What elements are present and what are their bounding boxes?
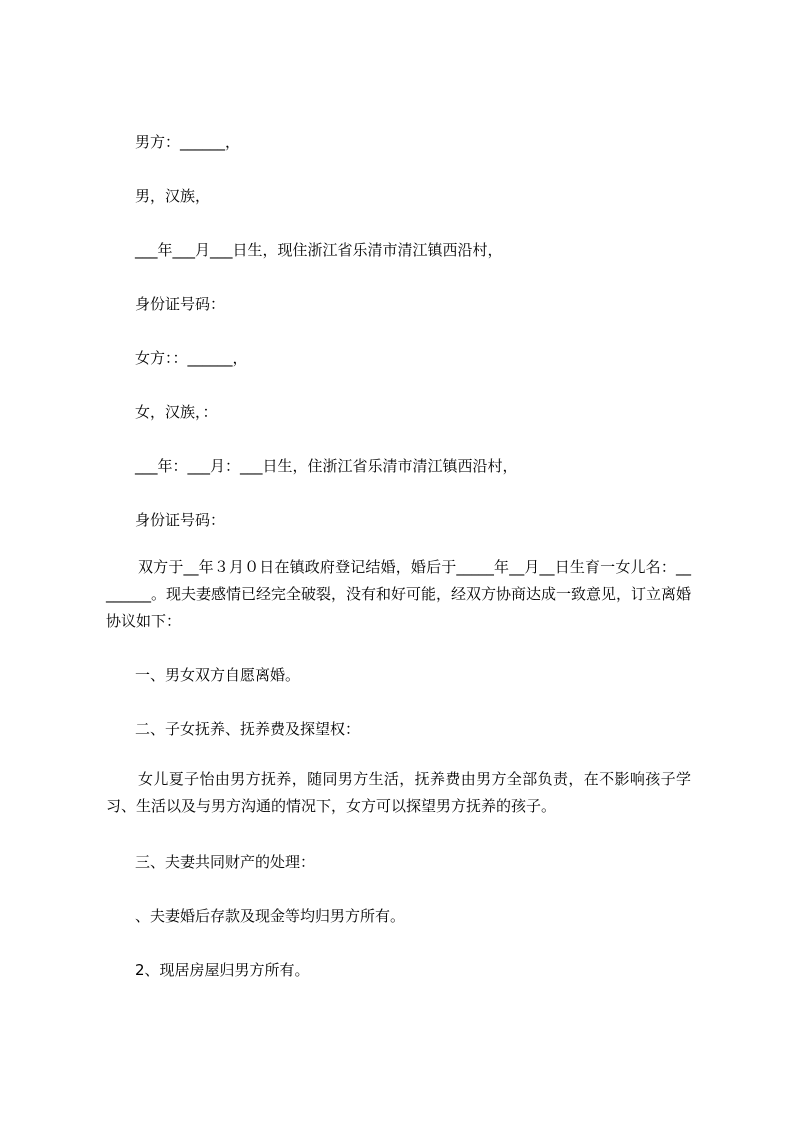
clause-1-voluntary-divorce: 一、男女双方自愿离婚。 (135, 666, 301, 684)
female-gender-ethnicity: 女，汉族，： (135, 403, 218, 421)
male-party-name: 男方：______， (135, 133, 241, 151)
clause-3-property-heading: 三、夫妻共同财产的处理： (135, 853, 316, 871)
female-birth-address: ___年：___月：___日生，住浙江省乐清市清江镇西沿村， (135, 457, 518, 475)
male-id-number: 身份证号码： (135, 295, 226, 313)
male-gender-ethnicity: 男，汉族， (135, 187, 211, 205)
female-id-number: 身份证号码： (135, 511, 226, 529)
marriage-paragraph: 双方于__年３月０日在镇政府登记结婚，婚后于_____年__月__日生育一女儿名：________。现夫妻感情已经完全破裂，没有和好可能，经双方协商达成一致意见，订立离婚协议如下： (106, 558, 692, 630)
clause-3-1-savings: 、夫妻婚后存款及现金等均归男方所有。 (135, 907, 406, 925)
female-party-name: 女方：：______， (135, 349, 248, 367)
custody-paragraph: 女儿夏子怡由男方抚养，随同男方生活，抚养费由男方全部负责，在不影响孩子学习、生活以及与男方沟通的情况下，女方可以探望男方抚养的孩子。 (106, 770, 691, 815)
male-birth-address: ___年___月___日生，现住浙江省乐清市清江镇西沿村， (135, 241, 503, 259)
clause-3-2-house: 2、现居房屋归男方所有。 (135, 961, 310, 979)
clause-2-custody-heading: 二、子女抚养、抚养费及探望权： (135, 720, 361, 738)
